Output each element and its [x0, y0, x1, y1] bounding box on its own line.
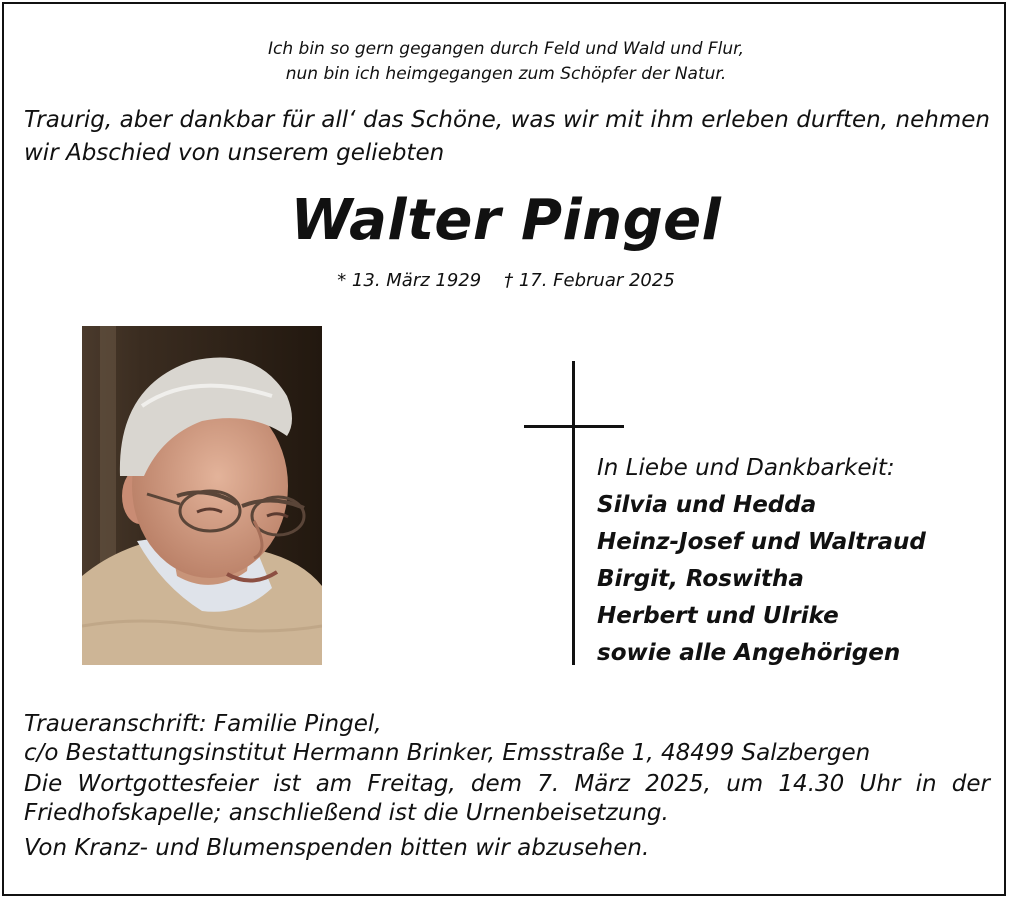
mourner-name: Heinz-Josef und Waltraud [597, 529, 926, 555]
life-dates: * 13. März 1929 † 17. Februar 2025 [337, 270, 675, 291]
poem [0, 37, 1012, 87]
deceased-name: Walter Pingel [290, 188, 722, 253]
mourner-name: Silvia und Hedda [597, 492, 817, 518]
intro-text: Traurig, aber dankbar für all‘ das Schöne, was wir mit ihm erleben durften, nehmen wir Abschied von unserem geliebten [24, 107, 990, 166]
mourners-heading: In Liebe und Dankbarkeit: [597, 455, 895, 481]
portrait-illustration [82, 326, 322, 665]
poem-line-2: nun bin ich heimgegangen zum Schöpfer der Natur. [285, 64, 727, 84]
mourning-address [24, 710, 990, 768]
service-info: Die Wortgottesfeier ist am Freitag, dem 7. März 2025, um 14.30 Uhr in der Friedhofskapelle; anschließend ist die Urnenbeisetzung. [24, 771, 990, 826]
address-line-2: c/o Bestattungsinstitut Hermann Brinker, Emsstraße 1, 48499 Salzbergen [24, 740, 871, 766]
mourner-name: Birgit, Roswitha [597, 566, 804, 592]
poem-line-1: Ich bin so gern gegangen durch Feld und Wald und Flur, [267, 39, 745, 59]
address-line-1: Traueranschrift: Familie Pingel, [24, 711, 382, 737]
flowers-note: Von Kranz- und Blumenspenden bitten wir abzusehen. [24, 835, 650, 861]
mourner-name: Herbert und Ulrike [597, 603, 839, 629]
portrait-photo [82, 326, 322, 665]
mourners-list [597, 450, 926, 672]
footer-info [24, 710, 990, 863]
mourner-name: sowie alle Angehörigen [597, 640, 901, 666]
cross-vertical-bar [572, 361, 575, 665]
cross-horizontal-bar [524, 425, 624, 428]
